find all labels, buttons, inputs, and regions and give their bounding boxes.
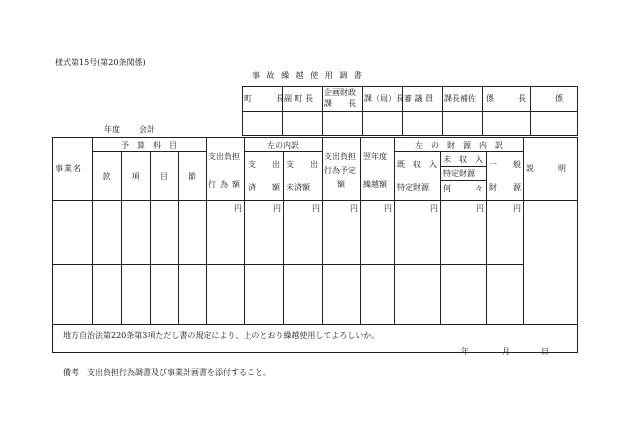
- col-project: 事業名: [55, 164, 82, 173]
- date-year: 年: [461, 347, 469, 356]
- col-unrecv-1: 未 収 入: [443, 155, 483, 164]
- col-unrecv-2: 特定財源: [443, 169, 475, 178]
- col-general-2: 財 源: [489, 183, 521, 192]
- col-plan-2: 行為予定: [324, 166, 356, 175]
- form-number: 様式第15号(第20条関係): [55, 58, 146, 67]
- col-plan-3: 額: [337, 180, 345, 189]
- date-day: 日: [541, 347, 549, 356]
- col-setsu: 節: [188, 172, 196, 181]
- approval-section-head: 課（局）長: [364, 94, 404, 103]
- col-note: 説 明: [526, 164, 566, 173]
- statement-text: 地方自治法第220条第3項ただし書の規定により、上のとおり繰越使用してよろしいか。: [63, 331, 380, 340]
- col-paid-2: 済 額: [248, 183, 280, 192]
- approval-planning-2: 課 長: [324, 99, 356, 108]
- col-recv-2: 特定財源: [397, 183, 429, 192]
- remark-text: 備考 支出負担行為調書及び事業計画書を添付すること。: [63, 368, 271, 377]
- approval-divider: [242, 111, 578, 112]
- col-unpaid-2: 未済額: [286, 183, 310, 192]
- col-whose: 何 々: [443, 184, 483, 193]
- approval-deputy-head: 副 町 長: [284, 94, 314, 103]
- unit-general: 円: [513, 204, 521, 213]
- unit-plan: 円: [350, 204, 358, 213]
- approval-chief: 係 長: [486, 94, 526, 103]
- col-unpaid-1: 支 出: [286, 160, 318, 169]
- unit-recv: 円: [430, 204, 438, 213]
- unit-paid: 円: [273, 204, 281, 213]
- col-plan-1: 支出負担: [324, 152, 356, 161]
- col-paid-1: 支 出: [248, 160, 280, 169]
- col-carry-1: 翌年度: [363, 152, 387, 161]
- fiscal-account: 会計: [139, 125, 155, 134]
- col-kou: 項: [131, 172, 140, 181]
- approval-assistant: 課長補佐: [444, 94, 476, 103]
- col-exp-1: 支出負担: [208, 152, 240, 161]
- col-general-1: 一 般: [489, 160, 521, 169]
- unit-exp: 円: [234, 204, 242, 213]
- unit-carry: 円: [384, 204, 392, 213]
- approval-auditor: 審 議 員: [404, 94, 434, 103]
- page-title: 事 故 繰 越 使 用 調 書: [252, 71, 364, 80]
- col-breakdown: 左の内訳: [267, 141, 299, 150]
- unit-unpaid: 円: [312, 204, 320, 213]
- unit-unrecv: 円: [476, 204, 484, 213]
- col-recv-1: 既 収 入: [397, 160, 437, 169]
- col-carry-2: 繰越額: [363, 180, 387, 189]
- col-budget: 予 算 科 目: [121, 141, 177, 150]
- approval-town-head: 町 長: [244, 94, 284, 103]
- col-kan: 款: [102, 172, 111, 181]
- col-moku: 目: [160, 172, 168, 181]
- col-source: 左 の 財 源 内 訳: [415, 141, 503, 150]
- fiscal-year: 年度: [104, 125, 120, 134]
- date-month: 月: [502, 347, 510, 356]
- approval-planning-1: 企画財政: [324, 88, 356, 97]
- approval-staff: 係: [555, 94, 563, 103]
- col-exp-2: 行為額: [208, 180, 244, 189]
